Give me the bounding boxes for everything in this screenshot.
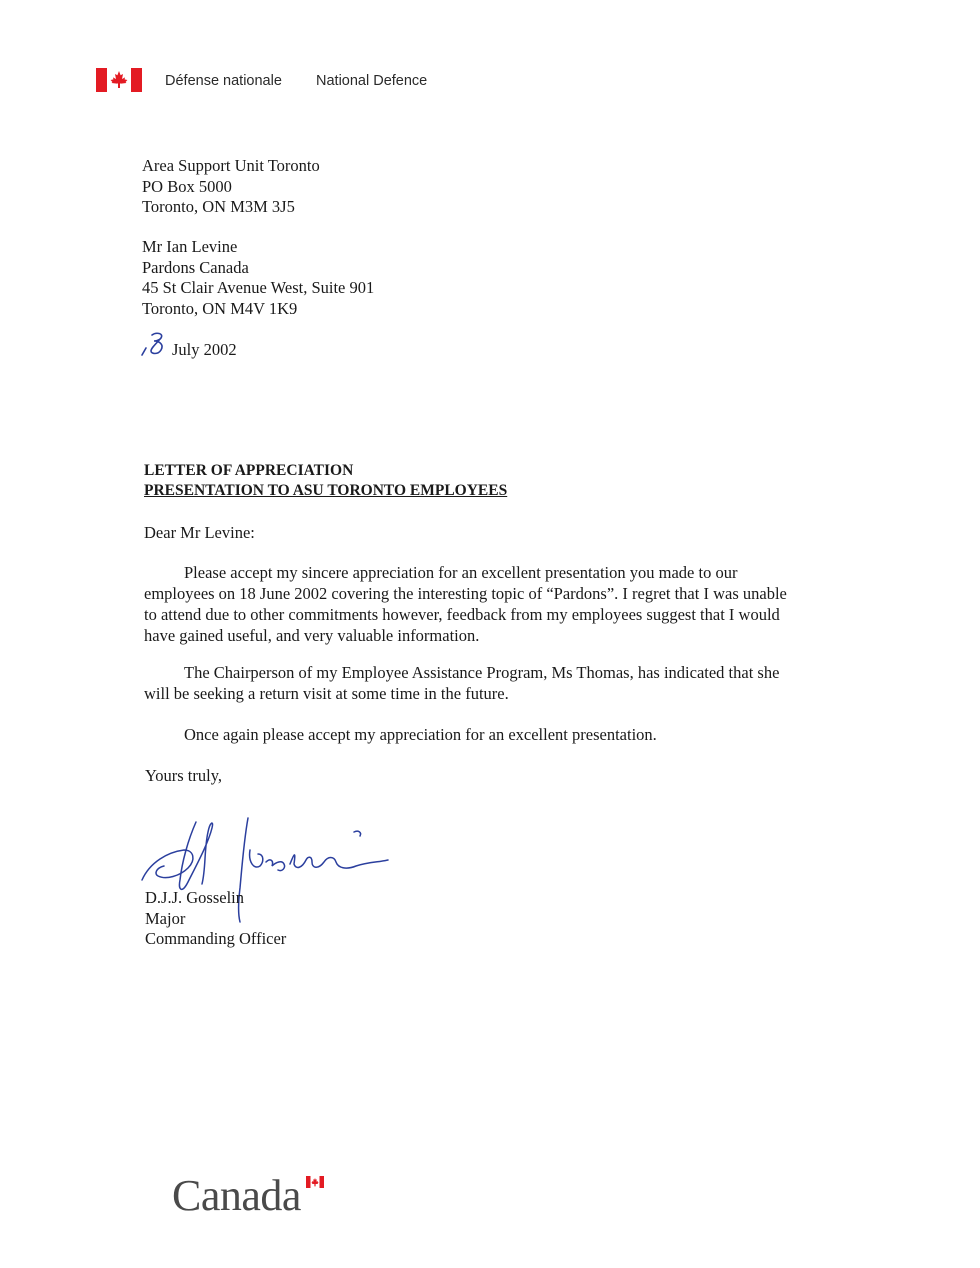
- body-line: to attend due to other commitments however, feedback from my employees suggest that I would: [144, 605, 780, 624]
- body-line: employees on 18 June 2002 covering the interesting topic of “Pardons”. I regret that I was unable: [144, 584, 787, 603]
- signatory-title: Commanding Officer: [145, 929, 287, 948]
- canada-flag-icon: [96, 68, 142, 92]
- sender-address: [142, 156, 320, 218]
- body-line: Once again please accept my appreciation for an excellent presentation.: [184, 725, 657, 744]
- address-line: Pardons Canada: [142, 257, 249, 277]
- address-line: 45 St Clair Avenue West, Suite 901: [142, 278, 375, 297]
- address-line: Toronto, ON M4V 1K9: [142, 298, 298, 318]
- canada-wordmark-text: Canada: [172, 1171, 301, 1220]
- body-line: will be seeking a return visit at some time in the future.: [144, 684, 509, 703]
- salutation: Dear Mr Levine:: [144, 523, 255, 542]
- body-line: The Chairperson of my Employee Assistance Program, Ms Thomas, has indicated that she: [184, 663, 780, 682]
- canada-wordmark: [172, 1172, 332, 1220]
- address-line: Toronto, ON M3M 3J5: [142, 197, 295, 216]
- body-paragraph: [144, 562, 844, 646]
- subject-line-1: LETTER OF APPRECIATION: [144, 462, 354, 479]
- canada-flag-icon: [306, 1176, 324, 1188]
- body-paragraph: [144, 662, 844, 704]
- body-line: Please accept my sincere appreciation for an excellent presentation you made to our: [184, 563, 738, 582]
- recipient-address: [142, 237, 374, 319]
- address-line: Area Support Unit Toronto: [142, 156, 320, 175]
- subject: [144, 461, 507, 501]
- body-paragraph: [144, 724, 844, 745]
- signatory-rank: Major: [145, 908, 186, 928]
- address-line: PO Box 5000: [142, 176, 232, 196]
- closing: Yours truly,: [145, 766, 223, 785]
- handwritten-date-day: [140, 330, 174, 360]
- department-name-fr: Défense nationale: [165, 73, 282, 89]
- department-name-en: National Defence: [316, 73, 428, 89]
- body-line: have gained useful, and very valuable information.: [144, 626, 480, 645]
- signatory-name: D.J.J. Gosselin: [145, 888, 245, 907]
- date-text: July 2002: [172, 340, 237, 359]
- address-line: Mr Ian Levine: [142, 237, 238, 256]
- signatory-block: [145, 888, 286, 950]
- subject-line-2: PRESENTATION TO ASU TORONTO EMPLOYEES: [144, 482, 508, 499]
